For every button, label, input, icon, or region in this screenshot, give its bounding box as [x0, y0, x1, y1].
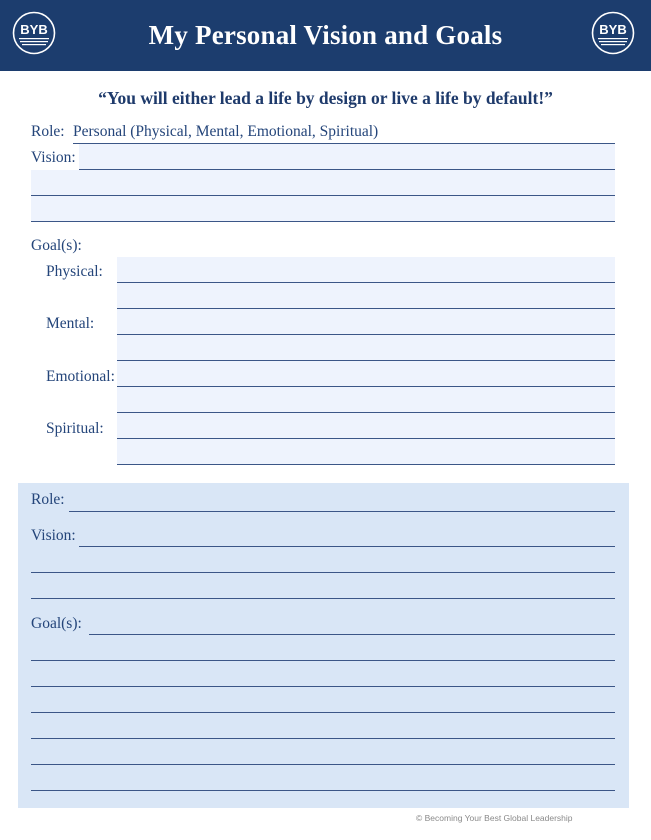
role-label: Role:	[31, 123, 65, 140]
quote: “You will either lead a life by design or live a life by default!”	[98, 88, 553, 108]
goal-label-physical: Physical:	[46, 263, 103, 280]
physical-field-2[interactable]	[117, 283, 615, 308]
logo-text-right: BYB	[599, 22, 627, 37]
goals2-line-5[interactable]	[31, 738, 615, 739]
vision-field[interactable]	[79, 144, 615, 169]
goal-label-emotional: Emotional:	[46, 368, 115, 385]
emotional-field-2[interactable]	[117, 387, 615, 412]
mental-field[interactable]	[117, 309, 615, 334]
goal-label-spiritual: Spiritual:	[46, 420, 104, 437]
second-role-panel	[18, 483, 629, 808]
byb-logo-icon	[591, 11, 635, 55]
mental-field-2[interactable]	[117, 335, 615, 360]
emotional-field[interactable]	[117, 361, 615, 386]
goals2-line-7[interactable]	[31, 790, 615, 791]
vision2-line-1[interactable]	[79, 546, 615, 547]
copyright-footer: © Becoming Your Best Global Leadership	[416, 813, 573, 823]
spiritual-field[interactable]	[117, 413, 615, 438]
goal-label-mental: Mental:	[46, 315, 95, 332]
goals-label-2: Goal(s):	[31, 615, 82, 632]
goals-label: Goal(s):	[31, 237, 82, 254]
role-line-2[interactable]	[69, 511, 615, 512]
vision-label: Vision:	[31, 149, 76, 166]
goals2-line-3[interactable]	[31, 686, 615, 687]
vision2-line-2[interactable]	[31, 572, 615, 573]
vision-field-2[interactable]	[31, 170, 615, 195]
goals2-line-6[interactable]	[31, 764, 615, 765]
physical-field[interactable]	[117, 257, 615, 282]
vision2-line-3[interactable]	[31, 598, 615, 599]
vision-field-3[interactable]	[31, 196, 615, 221]
role-value: Personal (Physical, Mental, Emotional, Spiritual)	[73, 123, 379, 140]
logo-text-left: BYB	[20, 22, 48, 37]
page-title: My Personal Vision and Goals	[148, 20, 503, 50]
vision-line-3	[31, 221, 615, 222]
goals2-line-4[interactable]	[31, 712, 615, 713]
vision-label-2: Vision:	[31, 527, 76, 544]
spiritual-line-2	[117, 464, 615, 465]
goals2-line-2[interactable]	[31, 660, 615, 661]
spiritual-field-2[interactable]	[117, 439, 615, 464]
role-label-2: Role:	[31, 491, 65, 508]
goals2-line-1[interactable]	[89, 634, 615, 635]
